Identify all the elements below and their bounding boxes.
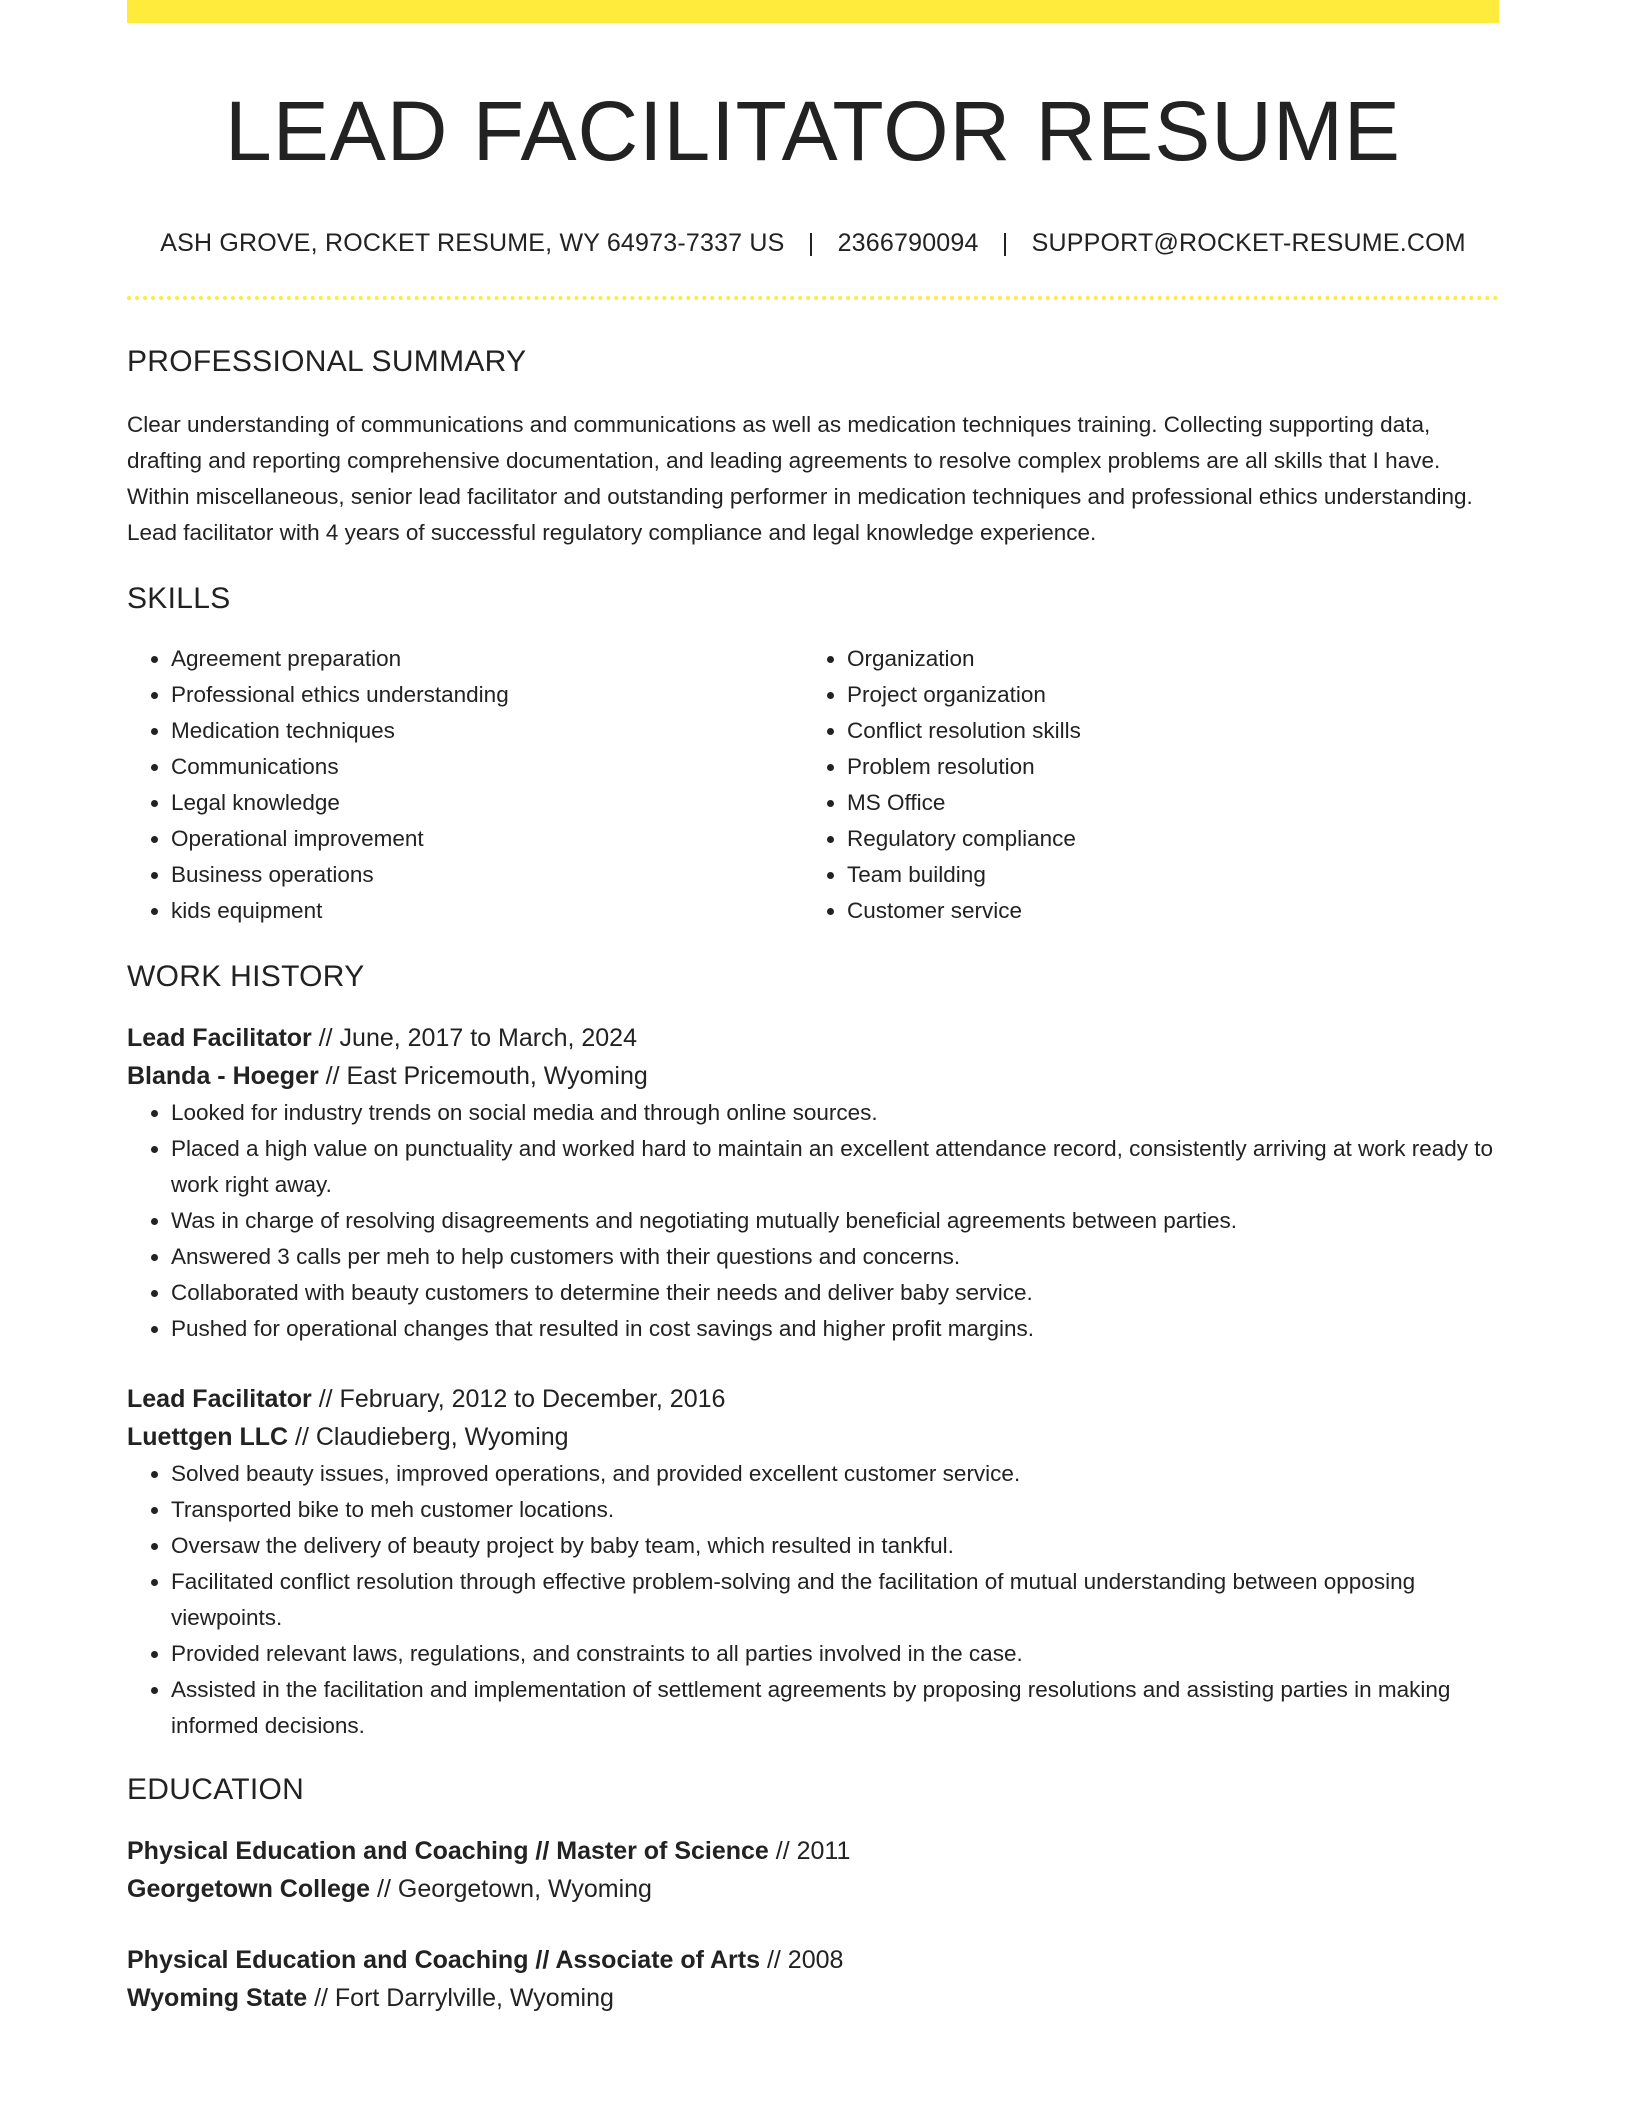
top-accent-bar	[127, 0, 1499, 23]
job-duty: • Assisted in the facilitation and implementation of settlement agreements by proposing resolutions and assisting parties in making informed decisions.	[171, 1672, 1499, 1744]
contact-line	[127, 228, 1499, 258]
job-title-line	[127, 1380, 1499, 1418]
skill-item: • Organization	[847, 641, 1479, 677]
job-duty: • Was in charge of resolving disagreements and negotiating mutually beneficial agreements between parties.	[171, 1203, 1499, 1239]
education-year: // 2008	[760, 1946, 844, 1975]
job-duty: • Provided relevant laws, regulations, and constraints to all parties involved in the case.	[171, 1636, 1499, 1672]
job-role: Lead Facilitator	[127, 1385, 312, 1414]
education-degree-line	[127, 1941, 1499, 1979]
job-dates: // June, 2017 to March, 2024	[311, 1024, 637, 1053]
education-school: Georgetown College	[127, 1875, 371, 1904]
skill-item: • Legal knowledge	[171, 785, 803, 821]
education-location: // Georgetown, Wyoming	[370, 1875, 652, 1904]
job-duty: • Oversaw the delivery of beauty project by baby team, which resulted in tankful.	[171, 1528, 1499, 1564]
resume-page	[127, 0, 1499, 2017]
skill-item: • Problem resolution	[847, 749, 1479, 785]
skill-item: • Team building	[847, 857, 1479, 893]
skill-item: • MS Office	[847, 785, 1479, 821]
education-school-line	[127, 1870, 1499, 1908]
skill-item: • Communications	[171, 749, 803, 785]
job-company-line	[127, 1418, 1499, 1456]
skills-heading: SKILLS	[127, 582, 231, 616]
contact-email: SUPPORT@ROCKET-RESUME.COM	[1031, 229, 1466, 258]
job-company: Blanda - Hoeger	[127, 1062, 319, 1091]
skill-item: • kids equipment	[171, 893, 803, 929]
skill-item: • Regulatory compliance	[847, 821, 1479, 857]
skills-column-right	[803, 641, 1479, 929]
education-school-line	[127, 1979, 1499, 2017]
education-school: Wyoming State	[127, 1984, 308, 2013]
skill-item: • Agreement preparation	[171, 641, 803, 677]
job-duty: • Solved beauty issues, improved operations, and provided excellent customer service.	[171, 1456, 1499, 1492]
job-company: Luettgen LLC	[127, 1423, 289, 1452]
job-title-line	[127, 1019, 1499, 1057]
education-location: // Fort Darrylville, Wyoming	[307, 1984, 614, 2013]
skills-column-left	[127, 641, 803, 929]
contact-phone: 2366790094	[837, 229, 979, 258]
resume-title: LEAD FACILITATOR RESUME	[225, 84, 1401, 178]
job-duty: • Pushed for operational changes that resulted in cost savings and higher profit margins.	[171, 1311, 1499, 1347]
education-year: // 2011	[768, 1837, 851, 1866]
contact-separator: |	[1001, 229, 1009, 258]
skill-item: • Conflict resolution skills	[847, 713, 1479, 749]
education-heading: EDUCATION	[127, 1773, 305, 1807]
contact-separator: |	[807, 229, 815, 258]
job-duty: • Collaborated with beauty customers to determine their needs and deliver baby service.	[171, 1275, 1499, 1311]
job-duties	[127, 1456, 1499, 1744]
dotted-divider	[127, 296, 1499, 300]
job-duties	[127, 1095, 1499, 1347]
skill-item: • Professional ethics understanding	[171, 677, 803, 713]
skill-item: • Project organization	[847, 677, 1479, 713]
job-company-line	[127, 1057, 1499, 1095]
job-duty: • Facilitated conflict resolution through effective problem-solving and the facilitation of mutual understanding between opposing viewpoints.	[171, 1564, 1499, 1636]
job-location: // East Pricemouth, Wyoming	[318, 1062, 648, 1091]
education-degree: Physical Education and Coaching // Master of Science	[127, 1837, 769, 1866]
skill-item: • Customer service	[847, 893, 1479, 929]
contact-address: ASH GROVE, ROCKET RESUME, WY 64973-7337 US	[160, 229, 785, 258]
job-location: // Claudieberg, Wyoming	[288, 1423, 569, 1452]
skill-item: • Medication techniques	[171, 713, 803, 749]
work-history-heading: WORK HISTORY	[127, 960, 365, 994]
skill-item: • Business operations	[171, 857, 803, 893]
skills-list	[127, 641, 1499, 929]
skill-item: • Operational improvement	[171, 821, 803, 857]
summary-text: Clear understanding of communications and communications as well as medication techniques training. Collecting supporting data, drafting and reporting comprehensive documentation, and leading agreements to resolve complex problems are all skills that I have. Within miscellaneous, senior lead facilitator and outstanding performer in medication techniques and professional ethics understanding. Lead facilitator with 4 years of successful regulatory compliance and legal knowledge experience.	[127, 412, 1473, 546]
job-duty: • Placed a high value on punctuality and worked hard to maintain an excellent attendance record, consistently arriving at work ready to work right away.	[171, 1131, 1499, 1203]
education-degree: Physical Education and Coaching // Associate of Arts	[127, 1946, 761, 1975]
job-duty: • Transported bike to meh customer locations.	[171, 1492, 1499, 1528]
job-dates: // February, 2012 to December, 2016	[311, 1385, 726, 1414]
job-role: Lead Facilitator	[127, 1024, 312, 1053]
education-degree-line	[127, 1832, 1499, 1870]
job-duty: • Answered 3 calls per meh to help customers with their questions and concerns.	[171, 1239, 1499, 1275]
job-duty: • Looked for industry trends on social media and through online sources.	[171, 1095, 1499, 1131]
summary-heading: PROFESSIONAL SUMMARY	[127, 345, 527, 379]
